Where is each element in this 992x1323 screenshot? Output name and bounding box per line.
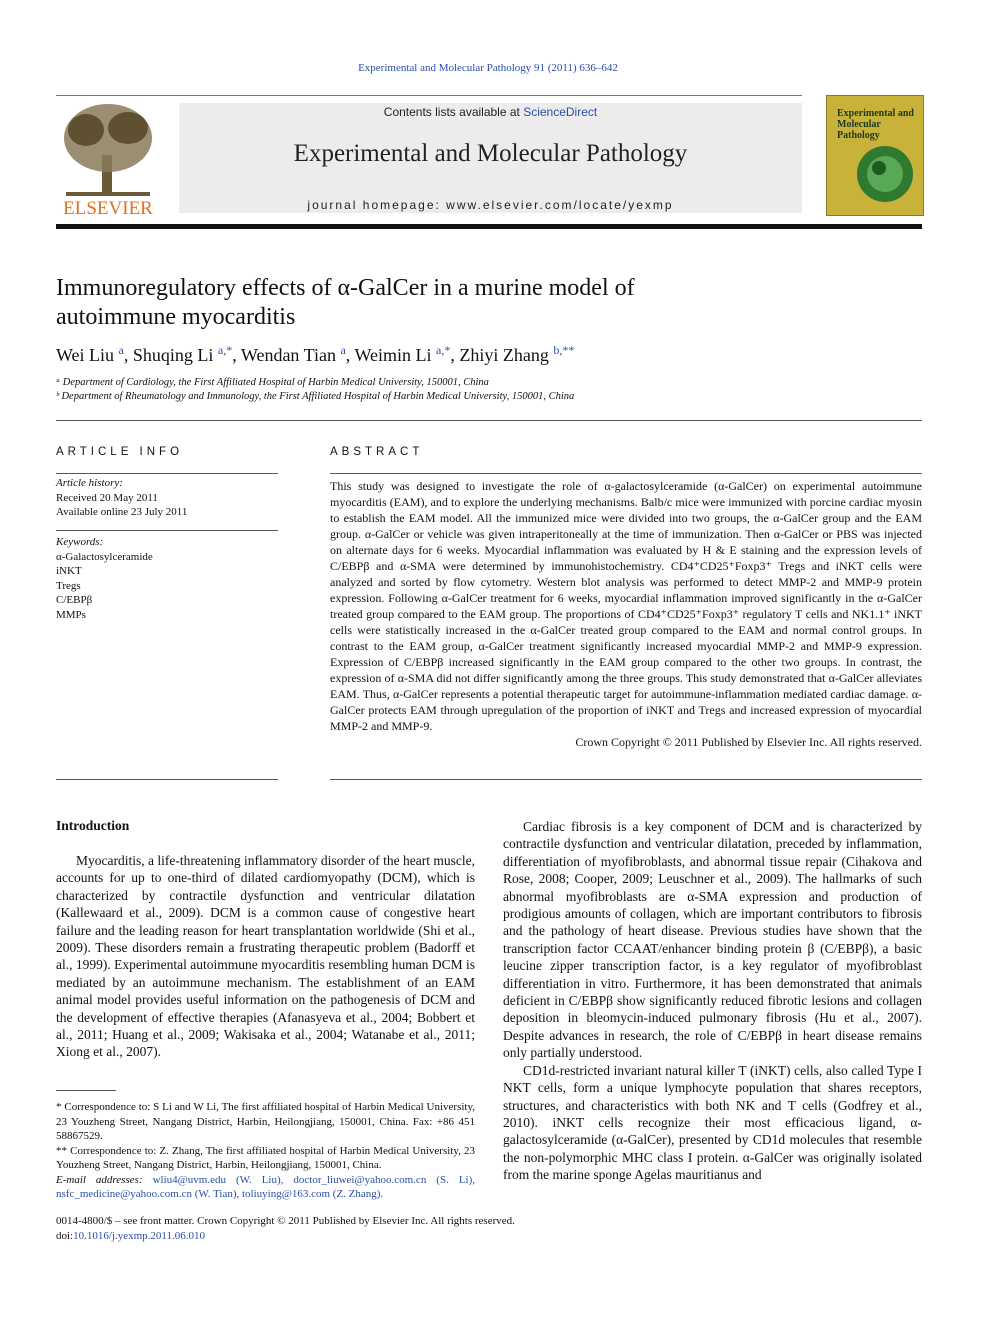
keyword: MMPs — [56, 608, 86, 621]
author-name: Weimin Li — [354, 345, 432, 365]
journal-name: Experimental and Molecular Pathology — [293, 140, 688, 167]
keyword: iNKT — [56, 565, 82, 577]
cover-title: Experimental and Molecular Pathology — [837, 108, 914, 141]
elsevier-logo[interactable] — [56, 100, 160, 218]
header-divider — [56, 224, 922, 229]
affiliation-b: ᵇ Department of Rheumatology and Immunology, the First Affiliated Hospital of Harbin Medical University, 150001, China — [56, 391, 575, 402]
journal-cover-image[interactable] — [826, 95, 924, 216]
footnote-rule — [56, 1090, 116, 1091]
page-footer — [56, 1214, 515, 1244]
right-column — [503, 818, 922, 1184]
abstract-text — [330, 478, 922, 750]
publisher-wordmark: ELSEVIER — [63, 198, 153, 218]
author-affil-link[interactable]: a,* — [217, 343, 233, 357]
doi-label: doi: — [56, 1230, 74, 1242]
sciencedirect-link[interactable]: ScienceDirect — [523, 105, 598, 119]
paragraph: CD1d-restricted invariant natural killer T (iNKT) cells, also called Type I NKT cells, form a unique lymphocyte population that shares receptors, structures, and characteristics with both NK and T cells (Godfrey et al., 2010). iNKT cells recognize their most efficacious ligand, α-galactosylceramide (α-GalCer), presented by CD1d molecules that resemble the non-polymorphic MHC class I protein. α-GalCer was originally isolated from the marine sponge Agelas mauritianus and — [503, 1062, 922, 1183]
author-affil-link[interactable]: b,** — [553, 343, 575, 357]
keyword: C/EBPβ — [56, 594, 93, 606]
contents-prefix: Contents lists available at — [383, 105, 524, 119]
left-column — [56, 852, 475, 1061]
email-addresses — [56, 1173, 475, 1202]
paragraph: Myocarditis, a life-threatening inflammatory disorder of the heart muscle, accounts for up to one-third of dilated cardiomyopathy (DCM), which is characterized by contractile dysfunction and ventricular dilatation (Kallewaard et al., 2009). DCM is a common cause of congestive heart failure and the leading reason for heart transplantation worldwide (Shi et al., 2009). These disorders remain a frustrating therapeutic problem (Badorff et al., 1999). Experimental autoimmune myocarditis resembling human DCM is mediated by an autoimmune mechanism. The establishment of an EAM animal model provides useful information on the pathogenesis of DCM and the development of effective therapies (Afanasyeva et al., 2004; Bobbert et al., 2011; Huang et al., 2009; Wakisaka et al., 2004; Watanabe et al., 2011; Xiong et al., 2007). — [56, 853, 475, 1060]
author-name: Zhiyi Zhang — [459, 345, 549, 365]
contents-available — [179, 105, 802, 119]
header-top-rule — [56, 95, 802, 96]
affiliation-a: ᵃ Department of Cardiology, the First Affiliated Hospital of Harbin Medical University, 150001, China — [56, 377, 489, 388]
correspondence-note: ** Correspondence to: Z. Zhang, The first affiliated hospital of Harbin Medical University, 23 Youzheng Street, Nangang District, Harbin, Heilongjiang, 150001, China. — [56, 1144, 475, 1171]
abstract-body: This study was designed to investigate the role of α-galactosylceramide (α-GalCer) on experimental autoimmune myocarditis (EAM), and to explore the underlying mechanisms. Balb/c mice were immunized with porcine cardiac myosin to establish the EAM model. All the immunized mice were divided into two groups, the α-GalCer group and the EAM group. α-GalCer or vehicle was given intraperitoneally at the time of immunization. Then α-GalCer or PBS was injected on alternate days for 6 weeks. Myocardial inflammation was evaluated by H & E staining and the expression levels of C/EBPβ and α-SMA were determined by immunohistochemistry. CD4⁺CD25⁺Foxp3⁺ Tregs and iNKT cells were analyzed and sorted by flow cytometry. Western blot analysis was performed to detect MMP-2 and MMP-9 protein expression. Following α-GalCer treatment for 6 weeks, myocardial inflammation improved significantly in the α-GalCer treated group compared to the EAM group. The proportions of CD4⁺CD25⁺Foxp3⁺ regulatory T cells and NK1.1⁺ iNKT cells were statistically increased in the α-GalCer treated group compared to the EAM and normal control groups. In contrast to the EAM group, α-GalCer treatment significantly increased myocardial MMP-2 and MMP-9 expression. Expression of C/EBPβ increased significantly in the EAM group compared to the other two groups. In contrast, the expression of α-SMA did not differ significantly among the three groups. This study demonstrated that α-GalCer alleviates EAM. Thus, α-GalCer represents a potential therapeutic target for autoimmune-inflammation mediated cardiac damage. α-GalCer protects EAM through upregulation of the proportion of iNKT and Tregs and increased expression of myocardial MMP-2 and MMP-9. — [330, 479, 922, 733]
correspondence-note: * Correspondence to: S Li and W Li, The first affiliated hospital of Harbin Medical University, 23 Youzheng Street, Nangang District, Harbin, Heilongjiang, 150001, China. Fax: +86 451 58867529. — [56, 1101, 475, 1142]
email-links[interactable]: wliu4@uvm.edu (W. Liu), doctor_liuwei@yahoo.com.cn (S. Li), nsfc_medicine@yahoo.com.cn (W. Tian), toliuying@163.com (Z. Zhang). — [56, 1173, 476, 1200]
journal-homepage[interactable]: journal homepage: www.elsevier.com/locate/yexmp — [307, 198, 674, 212]
keyword: Tregs — [56, 579, 81, 592]
abstract-rule — [330, 473, 922, 474]
info-rule — [56, 473, 278, 474]
abstract-rule — [330, 779, 922, 780]
history-label: Article history: — [56, 477, 123, 489]
keyword: α-Galactosylceramide — [56, 550, 153, 563]
paragraph: Cardiac fibrosis is a key component of DCM and is characterized by contractile dysfunction and ventricular dilatation, preceded by inflammation, differentiation of myofibroblasts, and abnormal tissue repair (Cihakova and Rose, 2008; Cooper, 2009; Leuschner et al., 2009). The hallmarks of such abnormal myofibroblasts are α-SMA expression and production of prodigious amounts of collagen, which are important contributors to fibrosis and the pathology of heart disease. Previous studies have shown that the transcription factor CCAAT/enhancer binding protein β (C/EBPβ), a basic leucine zipper transcription factor, is a key regulator of myofibroblast differentiation in vitro. Furthermore, it has been demonstrated that animals deficient in C/EBPβ show significantly reduced fibrotic lesions and collagen deposition in bleomycin-induced pulmonary fibrosis (Hu et al., 2007). Despite advances in research, the role of C/EBPβ in heart disease remains only partially understood. — [503, 819, 922, 1061]
article-history — [56, 476, 278, 520]
doi-link[interactable]: 10.1016/j.yexmp.2011.06.010 — [73, 1230, 206, 1242]
keywords — [56, 535, 278, 622]
issn-line: 0014-4800/$ – see front matter. Crown Copyright © 2011 Published by Elsevier Inc. All rights reserved. — [56, 1215, 515, 1227]
abstract-copyright: Crown Copyright © 2011 Published by Elsevier Inc. All rights reserved. — [575, 735, 922, 749]
section-divider — [56, 420, 922, 421]
author-affil-link[interactable]: a,* — [436, 343, 451, 357]
footnotes — [56, 1100, 475, 1202]
email-label: E-mail addresses: — [56, 1173, 143, 1186]
online-date: Available online 23 July 2011 — [56, 506, 188, 518]
introduction-heading: Introduction — [56, 818, 130, 833]
abstract-heading: ABSTRACT — [330, 446, 424, 458]
info-rule — [56, 779, 278, 780]
author-affil-link[interactable]: a — [340, 343, 346, 357]
author-name: Wei Liu — [56, 345, 115, 365]
doi-line — [56, 1229, 515, 1244]
keywords-label: Keywords: — [56, 536, 104, 548]
author-list: Wei Liu $^a$, Shuqing Li $^{a,*}$, Wendan Tian $^a$, Weimin Li $^{a,*}$, Zhiyi Zhang $^{b,**}$ — [56, 343, 575, 365]
author-affil-link[interactable]: a — [118, 343, 124, 357]
article-info-heading: ARTICLE INFO — [56, 446, 184, 458]
author-name: Shuqing Li — [132, 345, 214, 365]
cover-art — [855, 144, 915, 204]
received-date: Received 20 May 2011 — [56, 491, 158, 504]
journal-citation[interactable]: Experimental and Molecular Pathology 91 (2011) 636–642 — [358, 62, 618, 74]
info-rule — [56, 530, 278, 531]
article-title: Immunoregulatory effects of α-GalCer in a murine model of autoimmune myocarditis — [56, 275, 635, 330]
author-name: Wendan Tian — [240, 345, 336, 365]
